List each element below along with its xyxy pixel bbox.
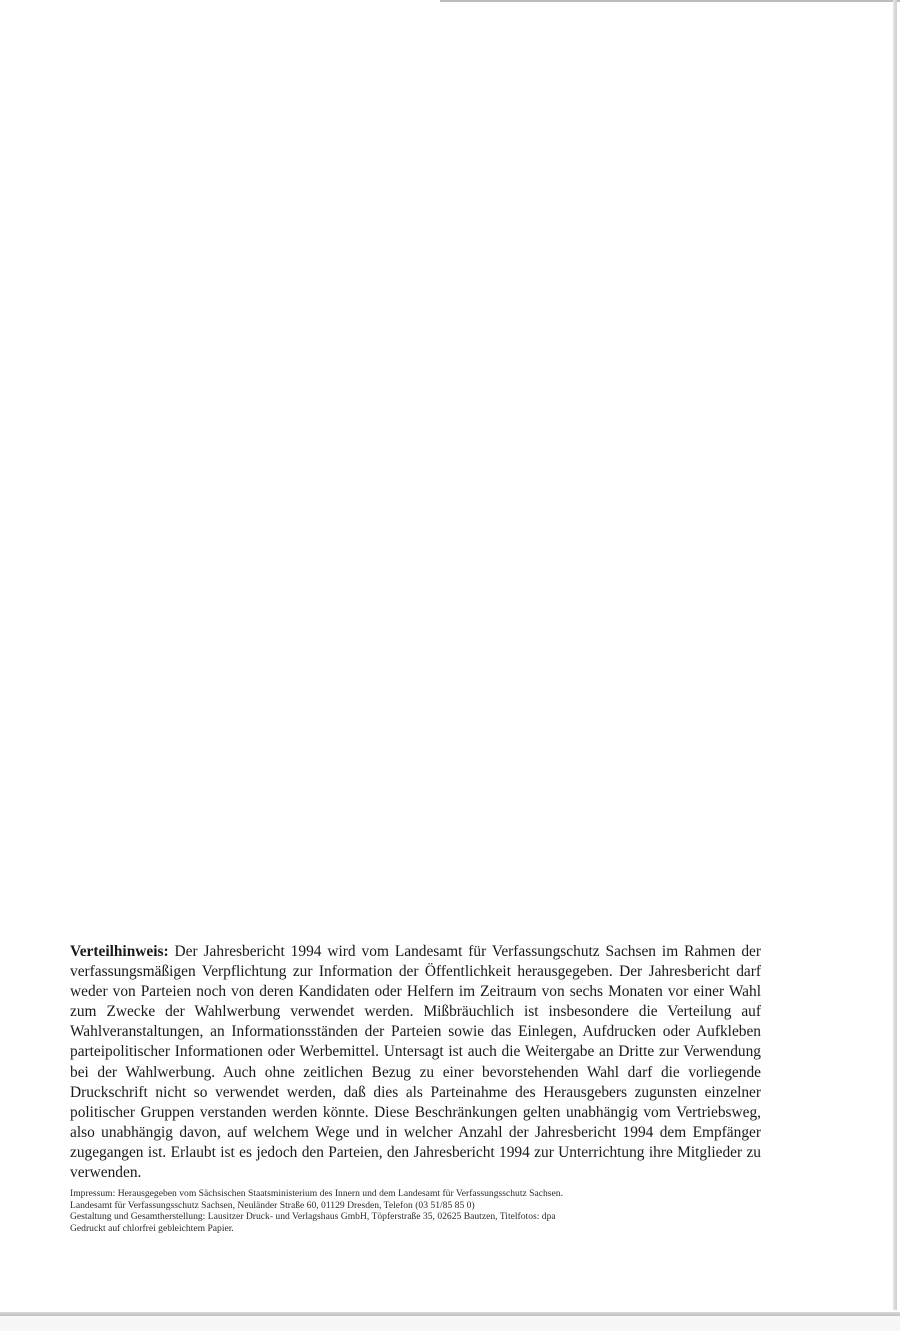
- page-edge-top: [440, 0, 900, 2]
- page-edge-right: [893, 0, 897, 1310]
- imprint-publisher-line: Impressum: Herausgegeben vom Sächsischen Staatsministerium des Innern und dem Landesamt für Verfassungsschutz Sachsen.: [70, 1188, 563, 1199]
- imprint: [70, 1188, 710, 1234]
- distribution-notice-body: Der Jahresbericht 1994 wird vom Landesamt für Verfassungschutz Sachsen im Rahmen der verfassungsmäßigen Verpflichtung zur Information der Öffentlichkeit herausgegeben. Der Jahresbericht darf weder von Parteien noch von deren Kandidaten oder Helfern im Zeitraum von sechs Monaten vor einer Wahl zum Zwecke der Wahlwerbung verwendet werden. Mißbräuchlich ist insbesondere die Verteilung auf Wahlveranstaltungen, an Informationsständen der Parteien sowie das Einlegen, Aufdrucken oder Aufkleben parteipolitischer Informationen oder Werbemittel. Untersagt ist auch die Weitergabe an Dritte zur Verwendung bei der Wahlwerbung. Auch ohne zeitlichen Bezug zu einer bevorstehenden Wahl darf die vorliegende Druckschrift nicht so verwendet werden, daß dies als Parteinahme des Herausgebers zugunsten einzelner politischer Gruppen verstanden werden könnte. Diese Beschränkungen gelten unabhängig vom Vertriebsweg, also unabhängig davon, auf welchem Wege und in welcher Anzahl der Jahresbericht 1994 dem Empfänger zugegangen ist. Erlaubt ist es jedoch den Parteien, den Jahresbericht 1994 zur Unterrichtung ihre Mitglieder zu verwenden.: [70, 943, 761, 1182]
- page-margin-bottom: [0, 1316, 900, 1331]
- distribution-notice-heading: Verteilhinweis:: [70, 943, 169, 960]
- imprint-production-line: Gestaltung und Gesamtherstellung: Lausitzer Druck- und Verlagshaus GmbH, Töpferstraße 35, 02625 Bautzen, Titelfotos: dpa: [70, 1211, 556, 1223]
- imprint-paper-line: Gedruckt auf chlorfrei gebleichtem Papier.: [70, 1222, 234, 1234]
- imprint-address-line: Landesamt für Verfassungsschutz Sachsen, Neuländer Straße 60, 01129 Dresden, Telefon (03 51/85 85 0): [70, 1199, 475, 1211]
- distribution-notice: [70, 942, 761, 1183]
